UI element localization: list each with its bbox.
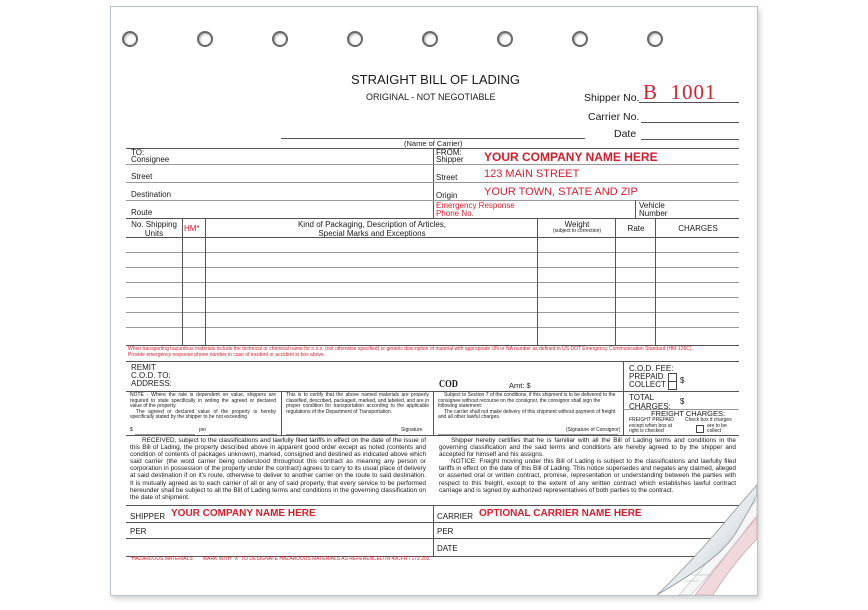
shipper-no-value: B 1001 xyxy=(643,80,717,104)
phone-no-label: Phone No. xyxy=(436,209,474,218)
table-row[interactable] xyxy=(126,297,739,298)
name-of-carrier-caption: (Name of Carrier) xyxy=(404,139,463,148)
carrier-signature-label: CARRIER xyxy=(437,512,474,521)
binder-hole xyxy=(422,31,438,47)
hazmat-footer-note: MARK WITH "X" TO DESIGNATE HAZARDOUS MATERIALS AS REFERENCED IN 49CFR / 172.202. xyxy=(203,556,431,562)
check-box-text: Check box if charges are to be collect xyxy=(685,417,732,435)
rule xyxy=(623,361,624,435)
shipper-street-value: 123 MAIN STREET xyxy=(484,168,580,180)
cod-amount-label: Amt: $ xyxy=(509,381,531,390)
binder-hole xyxy=(122,31,138,47)
table-row[interactable] xyxy=(126,267,739,268)
rule xyxy=(433,148,434,218)
from-label: FROM: xyxy=(436,148,462,157)
binder-hole xyxy=(197,31,213,47)
rule xyxy=(433,164,739,165)
carrier-per-label: PER xyxy=(437,527,454,536)
table-row[interactable] xyxy=(126,282,739,283)
col-shipping-units-header: No. Shipping Units xyxy=(131,220,177,238)
carrier-no-field[interactable] xyxy=(641,122,739,123)
total-charges-dollar: $ xyxy=(680,397,685,406)
cod-label: COD xyxy=(439,379,458,390)
hazmat-notice-phone: Provide emergency response phone number in case of incident or accident in box above. xyxy=(128,352,326,358)
rule xyxy=(126,361,739,362)
total-charges-label: TOTAL CHARGES: xyxy=(629,393,671,411)
shipper-street-label: Street xyxy=(436,173,458,182)
declared-value-note: NOTE - Where the rate is dependent on value, shippers are required to state specifically in writing the agreed or declared value of the property. The agreed or declared value of the property is hereby specifically stated by the shipper to be not exceeding xyxy=(130,392,276,421)
col-rate-header: Rate xyxy=(627,224,645,233)
form-title: STRAIGHT BILL OF LADING xyxy=(351,72,521,87)
cod-fee-dollar: $ xyxy=(680,376,685,385)
remit-label: REMIT xyxy=(131,363,156,372)
rule xyxy=(205,218,206,345)
consignee-field[interactable] xyxy=(126,164,433,165)
binder-hole xyxy=(647,31,663,47)
page-curl xyxy=(587,455,757,595)
consignee-label: Consignee xyxy=(131,155,170,164)
collect-checkbox[interactable] xyxy=(668,381,677,390)
cod-to-label: C.O.D. TO: xyxy=(131,371,171,380)
rule xyxy=(126,237,739,238)
shipper-per-label: PER xyxy=(130,527,147,536)
rule xyxy=(433,505,434,557)
certification-text: This is to certify that the above named materials are properly classified, described, packaged, marked, and labeled, and are in proper condition for transportation according to the applicable regulations of the Department of Transportation. xyxy=(286,392,429,415)
rule xyxy=(433,391,434,435)
binder-hole xyxy=(497,31,513,47)
route-label: Route xyxy=(131,208,153,217)
section-7-text: Subject to Section 7 of the conditions, if this shipment is to be delivered to the consignee without recourse on the consignor, the consignor shall sign the following statement: The carrier shall not make delivery of this shipment without payment of freight and all other lawful charges. xyxy=(438,392,616,421)
table-row[interactable] xyxy=(126,327,739,328)
shipper-company-name: YOUR COMPANY NAME HERE xyxy=(484,150,658,164)
collect-label: COLLECT xyxy=(629,380,666,389)
shipper-no-line xyxy=(639,102,739,103)
shipper-signature-value: YOUR COMPANY NAME HERE xyxy=(171,508,316,519)
table-row[interactable] xyxy=(126,312,739,313)
col-charges-header: CHARGES xyxy=(678,224,718,233)
date-field[interactable] xyxy=(641,139,739,140)
rule xyxy=(537,218,538,345)
hazmat-footer-label: *HAZARDOUS MATERIALS xyxy=(130,556,193,562)
to-label: TO: xyxy=(131,148,145,157)
form-subtitle: ORIGINAL - NOT NEGOTIABLE xyxy=(366,92,496,102)
shipper-label: Shipper xyxy=(436,155,464,164)
rule xyxy=(126,218,739,219)
shipper-no-label: Shipper No. xyxy=(584,92,640,104)
col-hm-header: HM* xyxy=(184,224,200,233)
shipper-signature-label: SHIPPER xyxy=(130,512,166,521)
destination-field[interactable] xyxy=(126,200,433,201)
rule xyxy=(433,182,739,183)
hazmat-notice: When transporting hazardous materials include the technical or chemical name for n.o.s. (not otherwise specified) or generic description of material with appropriate UN or NA number as defined in US DOT Emergency Communication Standard (HM-126C). xyxy=(128,346,693,352)
rule xyxy=(615,218,616,345)
emergency-response-label: Emergency Response xyxy=(436,201,515,210)
col-weight-header: Weight (subject to correction) xyxy=(552,220,602,234)
destination-label: Destination xyxy=(131,190,172,199)
prepaid-label: PREPAID xyxy=(629,372,664,381)
consignor-signature-label: (Signature of Consignor) xyxy=(566,427,621,433)
declared-value-per: per xyxy=(199,427,207,433)
table-row[interactable] xyxy=(126,252,739,253)
freight-charges-label: FREIGHT CHARGES: xyxy=(651,409,726,418)
vehicle-label: Vehicle xyxy=(639,201,665,210)
freight-prepaid-text: FREIGHT PREPAID except when box at right is checked xyxy=(629,417,674,435)
rule xyxy=(635,200,636,218)
certification-signature-label: Signature xyxy=(401,427,423,433)
consignee-street-field[interactable] xyxy=(126,182,433,183)
number-label: Number xyxy=(639,209,668,218)
shipper-certification-terms: Shipper hereby certifies that he is familiar with all the Bill of Lading terms and conditions in the governing classification and the said terms and conditions are hereby agreed to by the shipper and accepted for himself and his assigns. NOTICE: Freight moving under this Bill of Lading is subject to the classifications and lawfully filed tariffs in effect on the date of this Bill of Lading. This notice supersedes and negates any claimed, alleged or asserted oral or written contract, promise, representation or understanding between the parties with respect to this freight, except to the extent of any written contract which establishes lawful contract carriage and is signed by authorized representatives of both parties to the contract. xyxy=(439,437,736,494)
binder-hole xyxy=(572,31,588,47)
declared-value-dollar: $ xyxy=(130,427,133,433)
origin-value: YOUR TOWN, STATE AND ZIP xyxy=(484,186,638,198)
col-description-header: Kind of Packaging, Description of Articles, Special Marks and Exceptions xyxy=(297,220,447,238)
binder-hole xyxy=(272,31,288,47)
consignee-street-label: Street xyxy=(131,172,153,181)
bill-of-lading-form xyxy=(110,6,758,596)
cod-fee-label: C.O.D. FEE: xyxy=(629,364,674,373)
rule xyxy=(655,218,656,345)
received-terms: RECEIVED, subject to the classifications and lawfully filed tariffs in effect on the date of the issue of this Bill of Lading, the property described above in apparent good order except as noted (contents and condition of contents of packages unknown), marked, consigned and destined as indicated above which said carrier (the word carrier being understood throughout this contract as meaning any person or corporation in possession of the property under the contract) agrees to carry to its usual place of delivery at said destination if on it's route, otherwise to deliver to another carrier on the route to said destination. It is mutually agreed as to each carrier of all or any of said property, that every service to be performed hereunder shall be subject to all the Bill of Lading terms and conditions in the governing classification on the date of shipment. xyxy=(130,437,426,501)
carrier-signature-value: OPTIONAL CARRIER NAME HERE xyxy=(479,508,642,519)
rule xyxy=(182,218,183,345)
rule xyxy=(126,435,739,436)
carrier-no-label: Carrier No. xyxy=(588,111,640,123)
origin-label: Origin xyxy=(436,191,458,200)
binder-hole xyxy=(347,31,363,47)
signature-date-label: DATE xyxy=(437,544,458,553)
date-label: Date xyxy=(614,128,637,140)
rule xyxy=(281,391,282,435)
address-label: ADDRESS: xyxy=(131,379,172,388)
